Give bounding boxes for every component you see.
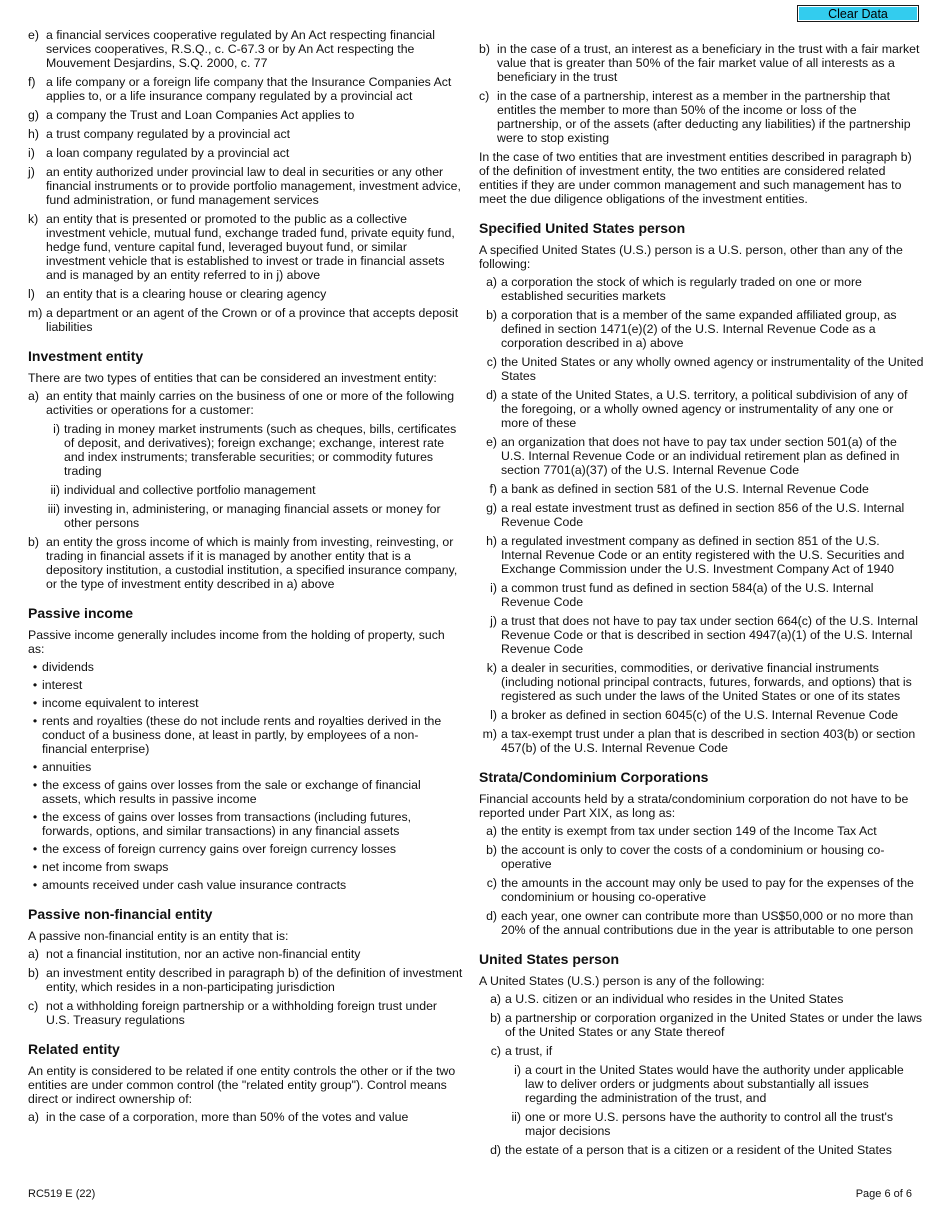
item-text: a regulated investment company as defined in section 851 of the U.S. Internal Revenue Code or an entity registered with the U.S. Securities and Exchange Commission under the U.S. Investment Company Act of 1940 xyxy=(501,534,905,576)
list-item xyxy=(28,306,463,334)
item-text: one or more U.S. persons have the authority to control all the trust's major decisions xyxy=(525,1110,894,1138)
bullet-item xyxy=(28,714,463,756)
item-text: a life company or a foreign life company that the Insurance Companies Act applies to, or a life insurance company regulated by a provincial act xyxy=(46,75,452,103)
bullet-item xyxy=(28,842,463,856)
item-label: l) xyxy=(28,287,35,301)
left-column xyxy=(28,28,463,1129)
item-label: b) xyxy=(490,1011,501,1025)
item-label: c) xyxy=(486,355,497,369)
item-text: a trust that does not have to pay tax under section 664(c) of the U.S. Internal Revenue Code or that is described in section 4947(a)(1) of the U.S. Internal Revenue Code xyxy=(501,614,918,656)
item-text: in the case of a trust, an interest as a beneficiary in the trust with a fair market value that is greater than 50% of the fair market value of all interests as a beneficiary in the trust xyxy=(497,42,920,84)
item-label: j) xyxy=(490,614,497,628)
item-text: a partnership or corporation organized in the United States or under the laws of the United States or any State thereof xyxy=(505,1011,922,1039)
item-text: the account is only to cover the costs of a condominium or housing co-operative xyxy=(501,843,885,871)
bullet-item xyxy=(28,660,463,674)
item-text: each year, one owner can contribute more than US$50,000 or no more than 20% of the annual contributions due in the year is attributable to one person xyxy=(501,909,914,937)
item-label: e) xyxy=(28,28,39,42)
list-item xyxy=(507,1063,924,1105)
list-item xyxy=(28,287,463,301)
item-text: a bank as defined in section 581 of the U.S. Internal Revenue Code xyxy=(501,482,869,496)
item-label: f) xyxy=(28,75,36,89)
list-item xyxy=(479,708,924,722)
list-item xyxy=(479,1011,924,1039)
heading-related-entity: Related entity xyxy=(28,1041,120,1057)
bullet-icon: • xyxy=(32,860,38,874)
item-text: a dealer in securities, commodities, or derivative financial instruments (including notional principal contracts, futures, forwards, and options) that is registered as such under the laws of the United States or one of its states xyxy=(501,661,912,703)
list-item xyxy=(28,966,463,994)
right-column xyxy=(479,42,924,1162)
item-text: the estate of a person that is a citizen or a resident of the United States xyxy=(505,1143,892,1157)
list-item xyxy=(28,389,463,417)
list-item xyxy=(479,843,924,871)
bullet-text: the excess of foreign currency gains over foreign currency losses xyxy=(42,842,397,856)
bullet-icon: • xyxy=(32,760,38,774)
paragraph: A specified United States (U.S.) person is a U.S. person, other than any of the following: xyxy=(479,243,903,271)
item-text: individual and collective portfolio management xyxy=(64,483,316,497)
bullet-text: net income from swaps xyxy=(42,860,169,874)
item-label: h) xyxy=(486,534,497,548)
paragraph: An entity is considered to be related if one entity controls the other or if the two entities are under common control (the "related entity group"). Control means direct or indirect ownership of: xyxy=(28,1064,456,1106)
item-label: k) xyxy=(28,212,39,226)
item-text: trading in money market instruments (such as cheques, bills, certificates of deposit, and derivatives); foreign exchange; exchange, interest rate and index instruments; transferable securities; or commodity futures trading xyxy=(64,422,457,478)
item-text: an investment entity described in paragraph b) of the definition of investment entity, which resides in a non-participating jurisdiction xyxy=(46,966,463,994)
list-item xyxy=(46,502,463,530)
item-text: a department or an agent of the Crown or of a province that accepts deposit liabilities xyxy=(46,306,459,334)
heading-passive-income: Passive income xyxy=(28,605,134,621)
item-label: b) xyxy=(28,966,39,980)
paragraph: In the case of two entities that are investment entities described in paragraph b) of the definition of investment entity, the two entities are considered related entities if they are under common management and such management has to meet the due diligence obligations of the investment entities. xyxy=(479,150,912,206)
item-text: a broker as defined in section 6045(c) of the U.S. Internal Revenue Code xyxy=(501,708,899,722)
item-label: m) xyxy=(482,727,497,741)
list-item xyxy=(28,75,463,103)
item-label: i) xyxy=(53,422,60,436)
item-label: b) xyxy=(486,308,497,322)
list-item xyxy=(28,146,463,160)
item-label: a) xyxy=(490,992,501,1006)
heading-specified-us-person: Specified United States person xyxy=(479,220,686,236)
bullet-icon: • xyxy=(32,842,38,856)
item-label: j) xyxy=(28,165,35,179)
list-item xyxy=(479,1044,924,1058)
item-text: a corporation the stock of which is regularly traded on one or more established securities markets xyxy=(501,275,862,303)
bullet-icon: • xyxy=(32,660,38,674)
list-item xyxy=(479,909,924,937)
specified-list xyxy=(479,275,924,755)
list-item xyxy=(479,876,924,904)
item-text: a U.S. citizen or an individual who resides in the United States xyxy=(505,992,844,1006)
page-number: Page 6 of 6 xyxy=(855,1188,912,1200)
item-label: d) xyxy=(486,909,497,923)
item-label: a) xyxy=(28,947,39,961)
item-label: i) xyxy=(514,1063,521,1077)
form-identifier: RC519 E (22) xyxy=(28,1188,96,1200)
item-label: b) xyxy=(486,843,497,857)
bullet-item xyxy=(28,760,463,774)
item-label: b) xyxy=(28,535,39,549)
item-text: a common trust fund as defined in section 584(a) of the U.S. Internal Revenue Code xyxy=(501,581,874,609)
list-item xyxy=(46,483,463,497)
bullet-icon: • xyxy=(32,696,38,710)
item-text: a loan company regulated by a provincial act xyxy=(46,146,290,160)
item-label: c) xyxy=(490,1044,501,1058)
bullet-text: the excess of gains over losses from the sale or exchange of financial assets, which results in passive income xyxy=(42,778,421,806)
fi-list xyxy=(28,28,463,334)
list-item xyxy=(479,355,924,383)
item-text: not a financial institution, nor an active non-financial entity xyxy=(46,947,361,961)
bullet-icon: • xyxy=(32,678,38,692)
paragraph: There are two types of entities that can be considered an investment entity: xyxy=(28,371,437,385)
list-item xyxy=(479,275,924,303)
item-text: an entity the gross income of which is mainly from investing, reinvesting, or trading in financial assets if it is managed by another entity that is a depository institution, a custodial institution, a specified insurance company, or the type of investment entity described in a) above xyxy=(46,535,458,591)
bullet-item xyxy=(28,810,463,838)
item-label: l) xyxy=(490,708,497,722)
bullet-item xyxy=(28,778,463,806)
list-item xyxy=(479,581,924,609)
item-text: in the case of a partnership, interest as a member in the partnership that entitles the member to more than 50% of the income or loss of the partnership, or of the assets (after deducting any liabilities) if the partnership were to stop existing xyxy=(497,89,911,145)
item-text: a tax-exempt trust under a plan that is described in section 403(b) or section 457(b) of the U.S. Internal Revenue Code xyxy=(501,727,916,755)
heading-passive-nfe: Passive non-financial entity xyxy=(28,906,213,922)
bullet-text: amounts received under cash value insurance contracts xyxy=(42,878,347,892)
item-text: a company the Trust and Loan Companies Act applies to xyxy=(46,108,355,122)
bullet-text: dividends xyxy=(42,660,94,674)
item-label: d) xyxy=(486,388,497,402)
item-label: i) xyxy=(28,146,35,160)
bullet-icon: • xyxy=(32,878,38,892)
item-text: investing in, administering, or managing financial assets or money for other persons xyxy=(64,502,441,530)
heading-us-person: United States person xyxy=(479,951,620,967)
list-item xyxy=(479,992,924,1006)
list-item xyxy=(479,614,924,656)
item-text: an entity that is presented or promoted to the public as a collective investment vehicle, mutual fund, exchange traded fund, private equity fund, hedge fund, venture capital fund, leveraged buyout fund, or similar investment vehicle that is established to invest or trade in financial assets and is managed by an entity referred to in j) above xyxy=(46,212,455,282)
bullet-text: annuities xyxy=(42,760,92,774)
list-item xyxy=(28,535,463,591)
bullet-icon: • xyxy=(32,810,38,824)
list-item xyxy=(28,1110,463,1124)
bullet-item xyxy=(28,678,463,692)
heading-strata: Strata/Condominium Corporations xyxy=(479,769,709,785)
item-label: a) xyxy=(28,1110,39,1124)
item-text: an entity authorized under provincial law to deal in securities or any other financial instruments or to provide portfolio management, investment advice, fund administration, or fund management services xyxy=(46,165,461,207)
item-label: ii) xyxy=(50,483,60,497)
bullet-item xyxy=(28,696,463,710)
list-item xyxy=(479,661,924,703)
bullet-text: interest xyxy=(42,678,83,692)
bullet-text: income equivalent to interest xyxy=(42,696,199,710)
list-item xyxy=(479,534,924,576)
item-text: not a withholding foreign partnership or a withholding foreign trust under U.S. Treasury regulations xyxy=(46,999,438,1027)
item-label: g) xyxy=(486,501,497,515)
item-label: c) xyxy=(479,89,490,103)
item-text: an entity that mainly carries on the business of one or more of the following activities or operations for a customer: xyxy=(46,389,455,417)
list-item xyxy=(28,127,463,141)
list-item xyxy=(479,501,924,529)
item-label: k) xyxy=(486,661,497,675)
item-text: an organization that does not have to pay tax under section 501(a) of the U.S. Internal Revenue Code or an individual retirement plan as defined in section 7701(a)(37) of the U.S. Internal Revenue Code xyxy=(501,435,900,477)
paragraph: Passive income generally includes income from the holding of property, such as: xyxy=(28,628,445,656)
list-item xyxy=(479,89,924,145)
bullet-icon: • xyxy=(32,714,38,728)
item-label: m) xyxy=(28,306,43,320)
item-label: b) xyxy=(479,42,490,56)
item-text: a real estate investment trust as defined in section 856 of the U.S. Internal Revenue Code xyxy=(501,501,905,529)
clear-data-button[interactable]: Clear Data xyxy=(797,5,919,22)
sub-list xyxy=(28,422,463,530)
bullet-item xyxy=(28,860,463,874)
item-label: a) xyxy=(486,824,497,838)
bullet-item xyxy=(28,878,463,892)
item-text: the United States or any wholly owned agency or instrumentality of the United States xyxy=(501,355,924,383)
list-item xyxy=(479,482,924,496)
list-item xyxy=(479,435,924,477)
list-item xyxy=(28,28,463,70)
item-label: ii) xyxy=(511,1110,521,1124)
item-label: f) xyxy=(489,482,497,496)
list-item xyxy=(28,999,463,1027)
list-item xyxy=(28,165,463,207)
item-text: an entity that is a clearing house or clearing agency xyxy=(46,287,327,301)
list-item xyxy=(28,108,463,122)
item-text: a trust company regulated by a provincial act xyxy=(46,127,291,141)
item-label: a) xyxy=(486,275,497,289)
heading-investment-entity: Investment entity xyxy=(28,348,144,364)
list-item xyxy=(479,42,924,84)
paragraph: Financial accounts held by a strata/condominium corporation do not have to be reported under Part XIX, as long as: xyxy=(479,792,909,820)
sub-list xyxy=(479,1063,924,1138)
list-item xyxy=(28,947,463,961)
item-text: in the case of a corporation, more than 50% of the votes and value xyxy=(46,1110,409,1124)
paragraph: A United States (U.S.) person is any of the following: xyxy=(479,974,765,988)
bullet-text: the excess of gains over losses from transactions (including futures, forwards, options, and similar transactions) in any financial assets xyxy=(42,810,412,838)
item-text: a financial services cooperative regulated by An Act respecting financial services cooperatives, R.S.Q., c. C-67.3 or by An Act respecting the Mouvement Desjardins, S.Q. 2000, c. 77 xyxy=(46,28,435,70)
list-item xyxy=(479,824,924,838)
item-label: e) xyxy=(486,435,497,449)
list-item xyxy=(479,727,924,755)
list-item xyxy=(46,422,463,478)
item-label: d) xyxy=(490,1143,501,1157)
item-label: i) xyxy=(490,581,497,595)
bullet-text: rents and royalties (these do not include rents and royalties derived in the conduct of a business done, at least in partly, by employees of a non-financial enterprise) xyxy=(42,714,442,756)
list-item xyxy=(28,212,463,282)
list-item xyxy=(507,1110,924,1138)
paragraph: A passive non-financial entity is an entity that is: xyxy=(28,929,289,943)
list-item xyxy=(479,308,924,350)
item-text: a corporation that is a member of the same expanded affiliated group, as defined in section 1471(e)(2) of the U.S. Internal Revenue Code as a corporation described in a) above xyxy=(501,308,897,350)
item-text: the amounts in the account may only be used to pay for the expenses of the condominium or housing co-operative xyxy=(501,876,914,904)
item-label: c) xyxy=(486,876,497,890)
item-text: the entity is exempt from tax under section 149 of the Income Tax Act xyxy=(501,824,877,838)
item-label: c) xyxy=(28,999,39,1013)
bullet-icon: • xyxy=(32,778,38,792)
bullet-list xyxy=(28,660,463,892)
item-text: a state of the United States, a U.S. territory, a political subdivision of any of the foregoing, or a wholly owned agency or instrumentality of any one or more of these xyxy=(501,388,908,430)
item-text: a court in the United States would have the authority under applicable law to deliver orders or judgments about substantially all issues regarding the administration of the trust, and xyxy=(525,1063,904,1105)
item-label: h) xyxy=(28,127,39,141)
list-item xyxy=(479,1143,924,1157)
list-item xyxy=(479,388,924,430)
item-label: g) xyxy=(28,108,39,122)
item-text: a trust, if xyxy=(505,1044,553,1058)
item-label: a) xyxy=(28,389,39,403)
item-label: iii) xyxy=(47,502,60,516)
